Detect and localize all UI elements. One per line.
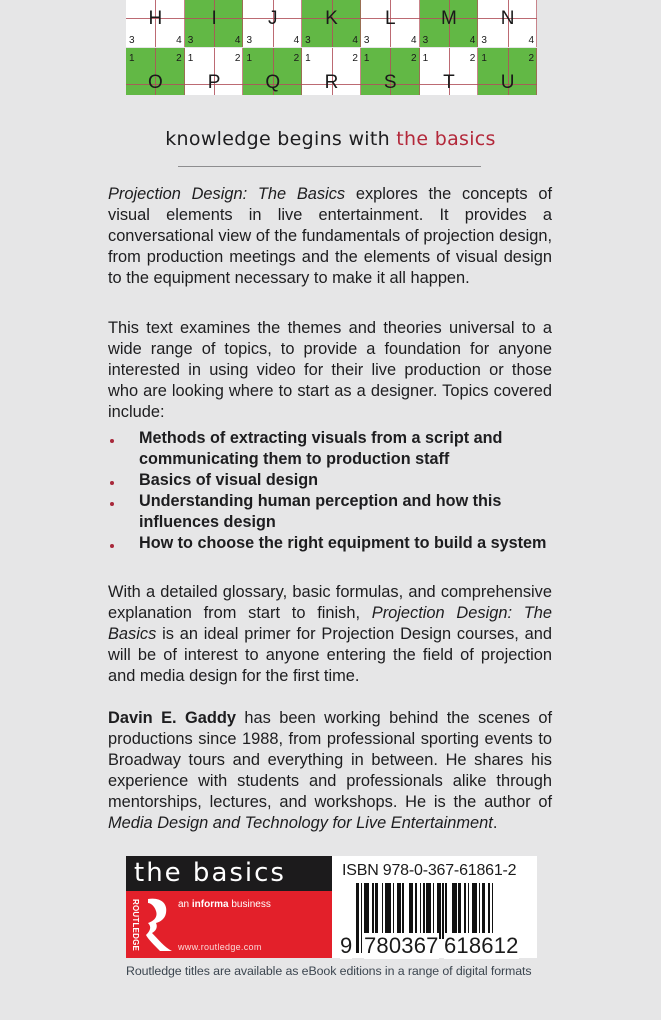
barcode-bar [437, 883, 440, 939]
barcode-digit-group-2: 618612 [444, 933, 519, 958]
barcode-bar [364, 883, 369, 939]
barcode-bar [464, 883, 466, 939]
tagline [0, 128, 661, 150]
barcode-bar [361, 883, 363, 953]
series-name: the basics [134, 858, 286, 888]
grid-number: 3 [246, 35, 252, 46]
grid-letter: K [325, 8, 338, 29]
grid-cell-n [478, 0, 537, 47]
barcode-bar [468, 883, 470, 939]
grid-number: 2 [411, 53, 417, 64]
barcode-bar [482, 883, 485, 939]
barcode-digit-lead: 9 [340, 933, 353, 958]
informa-brand: informa [191, 899, 229, 910]
barcode-bar [409, 883, 414, 939]
informa-prefix: an [178, 899, 192, 910]
grid-letter: U [500, 72, 515, 93]
barcode-bar [433, 883, 435, 939]
grid-number: 1 [129, 53, 135, 64]
publisher-banner [126, 891, 332, 958]
grid-number: 2 [234, 53, 241, 64]
grid-number: 3 [187, 35, 194, 46]
grid-letter: N [500, 8, 515, 29]
grid-number: 2 [176, 53, 182, 64]
barcode-bar [472, 883, 477, 939]
description-paragraph-2: This text examines the themes and theories universal to a wide range of topics, to provide a foundation for anyone interested in using video for their live production or those who are looking where to start as a designer. Topics covered include: [108, 319, 552, 421]
barcode-bar [452, 883, 457, 939]
topic-item [108, 491, 552, 533]
grid-cell-l [361, 0, 420, 47]
bullet-icon [110, 502, 114, 506]
author-bio [108, 708, 552, 834]
book-title: Projection Design: The Basics [108, 185, 346, 203]
grid-cell-o [126, 48, 185, 95]
grid-cell-s [361, 48, 420, 95]
topic-text: Understanding human perception and how this influences design [139, 492, 502, 531]
grid-letter: R [324, 72, 339, 93]
grid-letter: J [268, 8, 278, 29]
barcode-bar [479, 883, 481, 939]
barcode-bar [382, 883, 384, 939]
paragraph-text: is an ideal primer for Projection Design courses, and will be of interest to anyone entering the field of projection and media design for the first time. [108, 625, 552, 685]
barcode-bar [426, 883, 431, 939]
description-paragraph-3 [108, 582, 552, 687]
series-banner [126, 856, 332, 891]
grid-letter: L [384, 8, 396, 29]
barcode-bar [445, 883, 447, 939]
informa-tagline [178, 899, 271, 910]
grid-cell-p [185, 48, 244, 95]
grid-letter: S [383, 72, 397, 93]
grid-number: 1 [246, 53, 252, 64]
grid-row-h-to-n [126, 0, 537, 47]
cover-letter-grid [126, 0, 537, 95]
divider-line [178, 166, 481, 167]
grid-number: 3 [363, 35, 370, 46]
barcode-bar [442, 883, 444, 939]
grid-cell-u [478, 48, 537, 95]
barcode-bar [375, 883, 378, 939]
grid-number: 1 [422, 53, 429, 64]
grid-number: 3 [481, 35, 487, 46]
grid-cell-m [420, 0, 479, 47]
grid-letter: P [207, 72, 221, 93]
paragraph-text: explores the concepts of visual elements in live entertainment. It provides a conversational view of the fundamentals of projection design, from production meetings and the elements of visual design to the equipment necessary to make it all happen. [108, 185, 552, 287]
tagline-prefix: knowledge begins with [165, 128, 397, 150]
barcode-bar [393, 883, 395, 939]
grid-letter: M [441, 8, 457, 29]
paragraph-text: With a detailed glossary, basic formulas, and comprehensive explanation from start to finish, [108, 583, 552, 622]
grid-number: 4 [352, 35, 358, 46]
grid-cell-k [302, 0, 361, 47]
bullet-icon [110, 439, 114, 443]
grid-cell-h [126, 0, 185, 47]
description-paragraph-1 [108, 184, 552, 289]
grid-letter: O [147, 72, 163, 93]
grid-number: 2 [293, 53, 300, 64]
grid-number: 1 [305, 53, 311, 64]
topic-text: How to choose the right equipment to build a system [139, 534, 547, 552]
barcode-bar [458, 883, 461, 939]
grid-number: 4 [528, 35, 535, 46]
grid-letter: I [211, 8, 217, 29]
grid-number: 3 [129, 35, 135, 46]
grid-number: 4 [176, 35, 182, 46]
author-name: Davin E. Gaddy [108, 709, 236, 727]
tagline-accent: the basics [396, 128, 496, 150]
ebook-footnote: Routledge titles are available as eBook editions in a range of digital formats [126, 964, 532, 978]
grid-number: 4 [293, 35, 300, 46]
grid-cell-q [243, 48, 302, 95]
barcode-bar [415, 883, 417, 939]
publisher-url: www.routledge.com [178, 942, 262, 952]
other-book-title: Media Design and Technology for Live Entertainment [108, 814, 493, 832]
routledge-r-icon [134, 897, 174, 953]
publisher-logo [126, 856, 332, 958]
bullet-icon [110, 481, 114, 485]
bullet-icon [110, 544, 114, 548]
isbn-barcode-box [332, 856, 537, 958]
grid-number: 2 [352, 53, 358, 64]
grid-number: 2 [469, 53, 476, 64]
topic-item [108, 533, 552, 554]
grid-row-o-to-u [126, 48, 537, 95]
barcode-bar [397, 883, 400, 939]
barcode-bar [402, 883, 404, 939]
book-title: Projection Design: The Basics [108, 604, 552, 643]
barcode-digit-group-1: 780367 [364, 933, 439, 958]
informa-suffix: business [228, 899, 271, 910]
grid-cell-r [302, 48, 361, 95]
topic-text: Methods of extracting visuals from a script and communicating them to production staff [139, 429, 503, 468]
grid-number: 3 [305, 35, 311, 46]
grid-cell-t [420, 48, 479, 95]
grid-number: 1 [363, 53, 370, 64]
grid-number: 2 [528, 53, 535, 64]
topic-text: Basics of visual design [139, 471, 319, 489]
topic-item [108, 428, 552, 470]
punctuation: . [492, 814, 498, 832]
barcode-bar [385, 883, 391, 939]
grid-letter: T [443, 72, 455, 93]
grid-number: 4 [469, 35, 476, 46]
grid-cell-i [185, 0, 244, 47]
grid-cell-j [243, 0, 302, 47]
publisher-name: ROUTLEDGE [131, 899, 140, 952]
grid-number: 4 [234, 35, 241, 46]
topics-list [108, 428, 552, 554]
grid-number: 1 [481, 53, 487, 64]
grid-number: 3 [422, 35, 429, 46]
topic-item [108, 470, 552, 491]
grid-number: 1 [187, 53, 194, 64]
isbn-label: ISBN 978-0-367-61861-2 [342, 862, 517, 879]
grid-number: 4 [411, 35, 417, 46]
author-bio-text: has been working behind the scenes of productions since 1988, from professional sporting events to Broadway tours and everything in between. He shares his experience with students and professionals alike through mentorships, lectures, and workshops. He is the author of [108, 709, 553, 811]
barcode-bar [372, 883, 374, 939]
grid-letter: H [148, 8, 163, 29]
barcode-bar [356, 883, 359, 953]
grid-letter: Q [265, 72, 281, 93]
